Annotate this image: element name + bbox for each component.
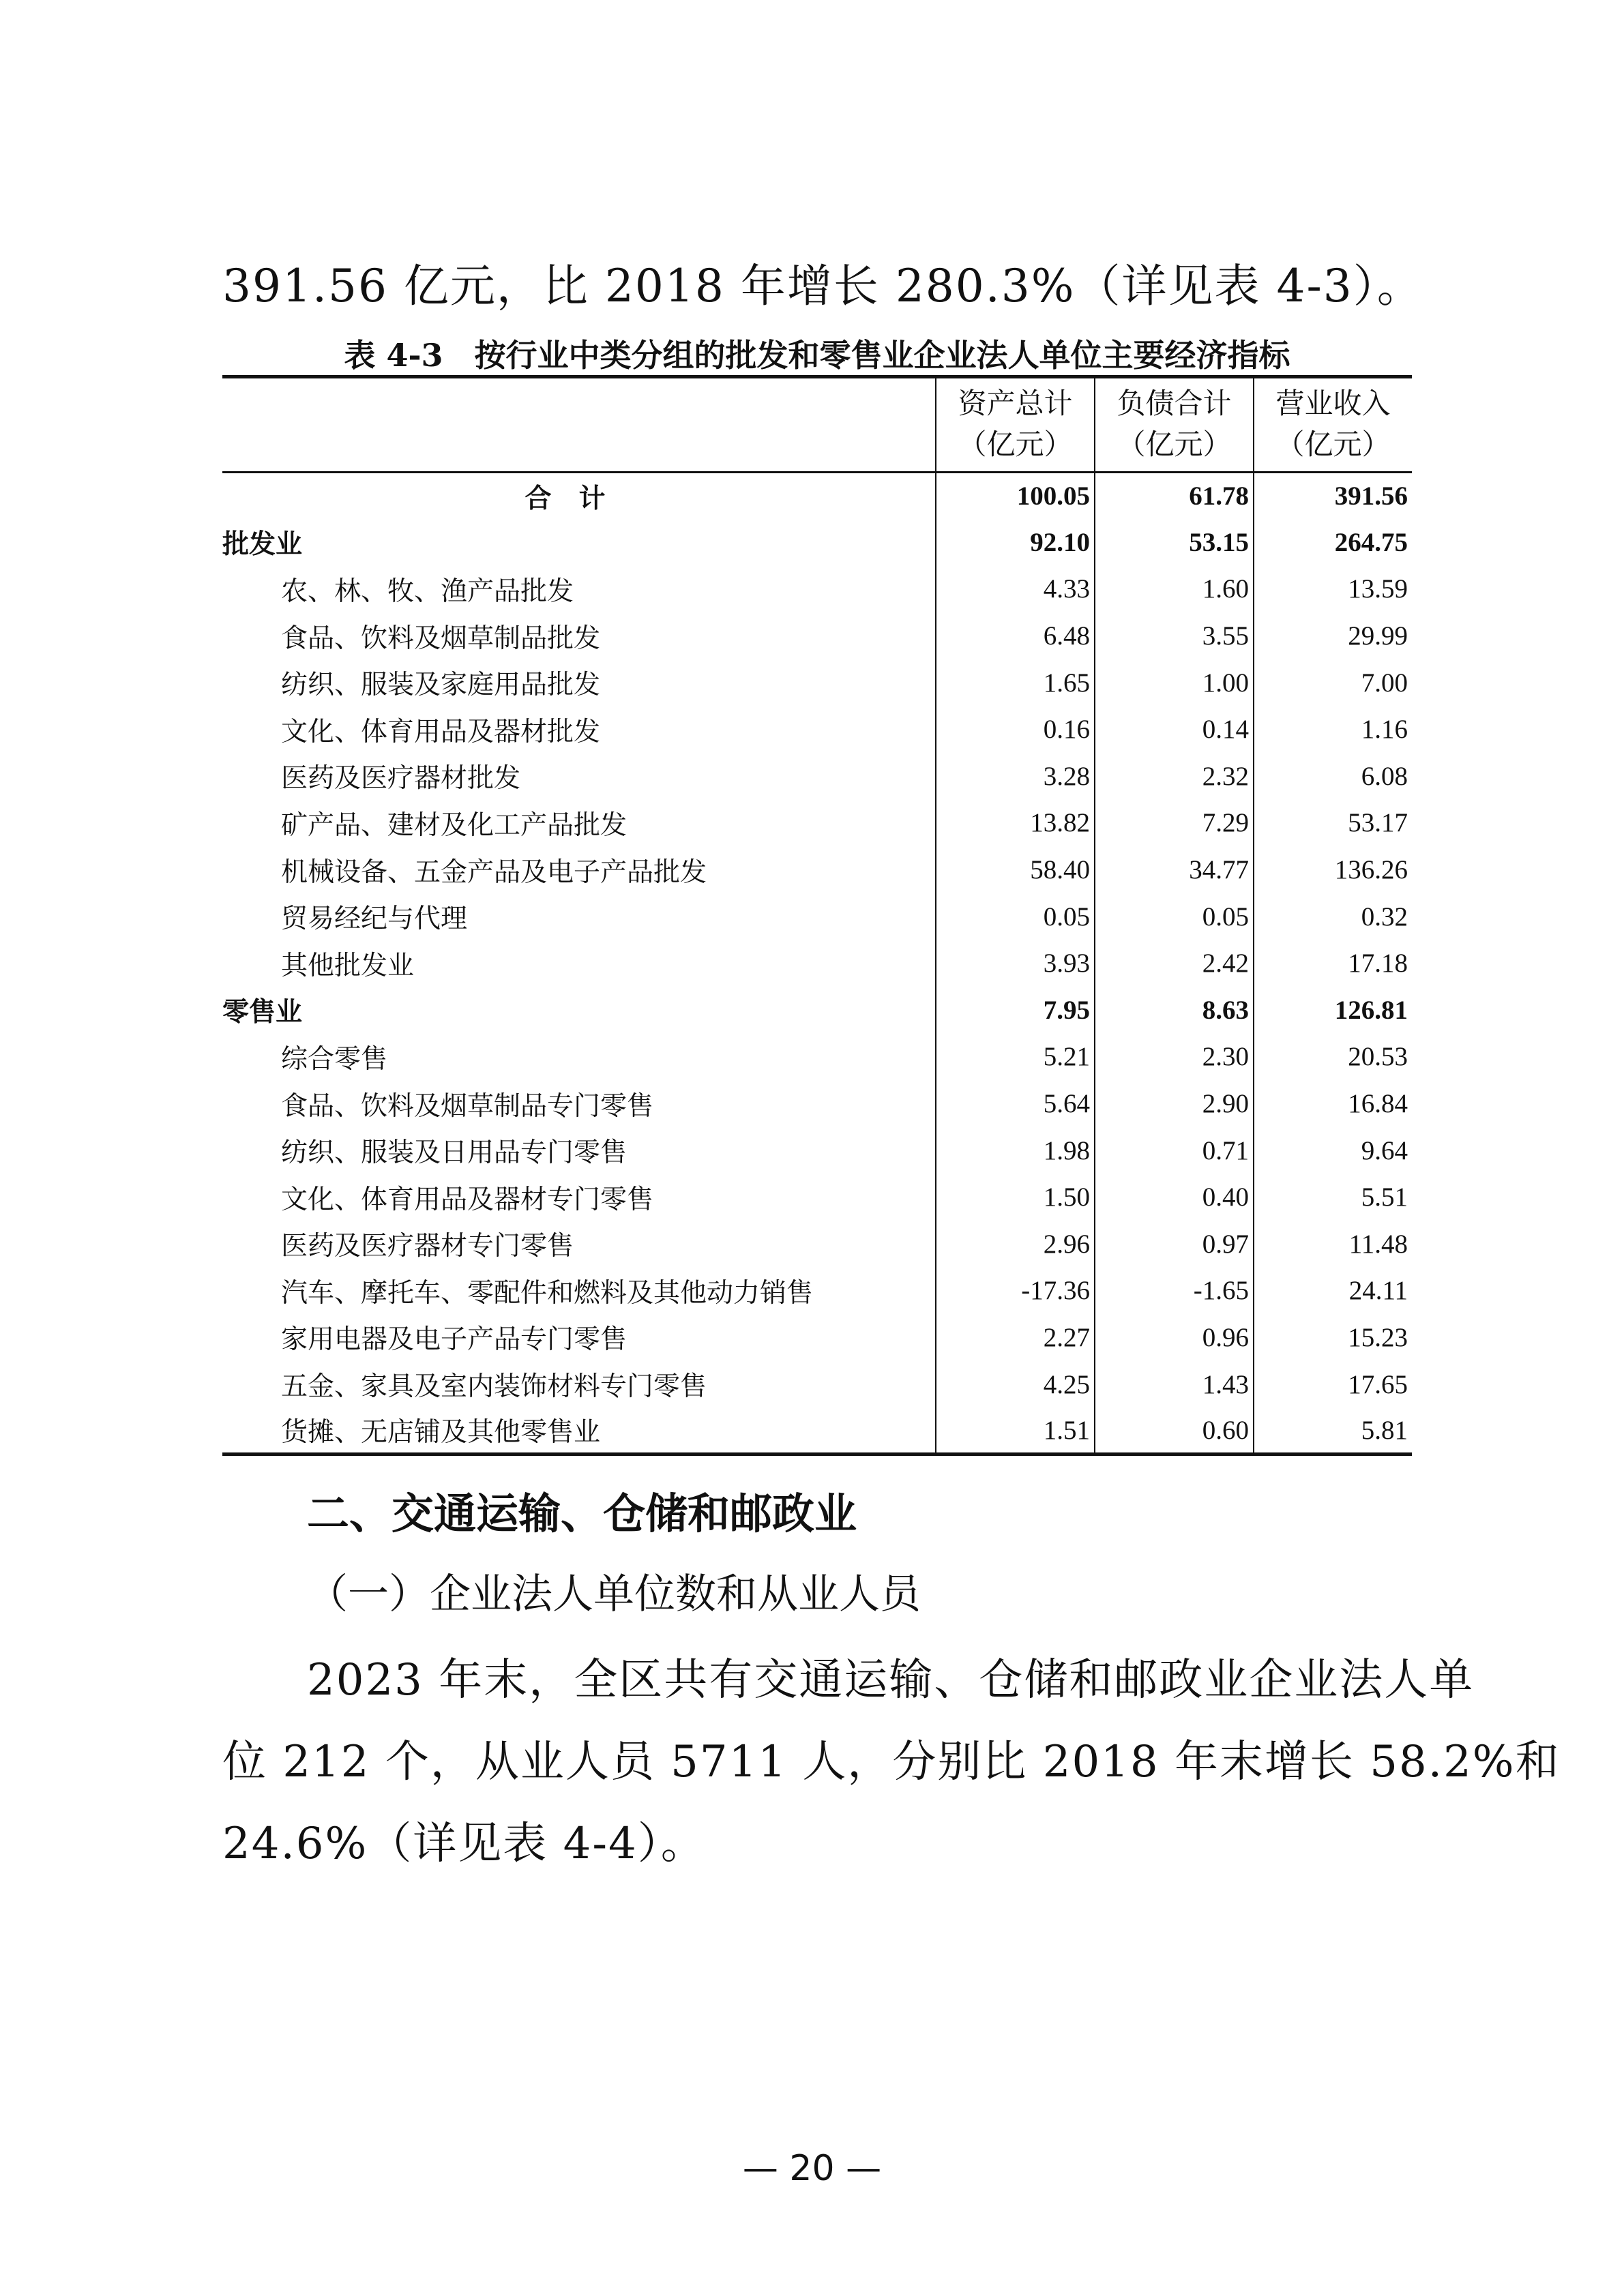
row-label: 医药及医疗器材专门零售 xyxy=(281,1232,574,1262)
cell-liabilities: 2.90 xyxy=(1095,1080,1254,1127)
table-total-row xyxy=(222,473,1412,520)
table-row xyxy=(222,940,1412,987)
row-label: 医药及医疗器材批发 xyxy=(281,764,521,794)
table-row xyxy=(222,800,1412,847)
row-label: 食品、饮料及烟草制品专门零售 xyxy=(281,1091,654,1121)
cell-assets: 2.96 xyxy=(936,1221,1095,1268)
cell-liabilities: 2.42 xyxy=(1095,940,1254,987)
row-label: 其他批发业 xyxy=(281,951,415,981)
row-label: 贸易经纪与代理 xyxy=(281,904,468,934)
sub-heading: （一）企业法人单位数和从业人员 xyxy=(307,1570,921,1618)
header-liabilities-unit: （亿元） xyxy=(1117,430,1232,461)
cell-assets: 100.05 xyxy=(936,473,1095,520)
cell-assets: 5.21 xyxy=(936,1034,1095,1081)
cell-assets: 92.10 xyxy=(936,519,1095,566)
row-label: 零售业 xyxy=(222,998,303,1028)
cell-liabilities: 2.32 xyxy=(1095,753,1254,800)
cell-revenue: 17.18 xyxy=(1254,940,1412,987)
header-industry xyxy=(222,377,936,473)
section-heading: 二、交通运输、仓储和邮政业 xyxy=(307,1489,857,1538)
table-row xyxy=(222,893,1412,940)
header-assets-name: 资产总计 xyxy=(958,389,1073,420)
cell-liabilities: 1.60 xyxy=(1095,566,1254,613)
row-label: 文化、体育用品及器材批发 xyxy=(281,717,601,747)
row-label: 合计 xyxy=(525,483,633,513)
cell-assets: 4.33 xyxy=(936,566,1095,613)
table-group-row xyxy=(222,519,1412,566)
table-row xyxy=(222,1407,1412,1455)
cell-liabilities: 1.43 xyxy=(1095,1361,1254,1408)
table-row xyxy=(222,659,1412,706)
cell-liabilities: 8.63 xyxy=(1095,987,1254,1034)
cell-liabilities: 0.71 xyxy=(1095,1127,1254,1174)
cell-assets: -17.36 xyxy=(936,1268,1095,1315)
cell-liabilities: 3.55 xyxy=(1095,612,1254,659)
row-label: 综合零售 xyxy=(281,1044,388,1074)
cell-assets: 5.64 xyxy=(936,1080,1095,1127)
header-revenue-unit: （亿元） xyxy=(1275,430,1391,461)
cell-assets: 1.65 xyxy=(936,659,1095,706)
cell-revenue: 24.11 xyxy=(1254,1268,1412,1315)
cell-assets: 58.40 xyxy=(936,846,1095,893)
lead-paragraph-tail: 391.56 亿元，比 2018 年增长 280.3%（详见表 4-3）。 xyxy=(222,260,1423,312)
cell-assets: 4.25 xyxy=(936,1361,1095,1408)
cell-assets: 1.98 xyxy=(936,1127,1095,1174)
table-row xyxy=(222,1361,1412,1408)
cell-revenue: 126.81 xyxy=(1254,987,1412,1034)
table-row xyxy=(222,846,1412,893)
cell-liabilities: 1.00 xyxy=(1095,659,1254,706)
cell-revenue: 5.81 xyxy=(1254,1407,1412,1455)
cell-assets: 0.16 xyxy=(936,706,1095,753)
row-label: 货摊、无店铺及其他零售业 xyxy=(281,1418,601,1448)
cell-revenue: 13.59 xyxy=(1254,566,1412,613)
header-revenue xyxy=(1254,377,1412,473)
cell-liabilities: 61.78 xyxy=(1095,473,1254,520)
cell-assets: 3.28 xyxy=(936,753,1095,800)
cell-revenue: 20.53 xyxy=(1254,1034,1412,1081)
cell-liabilities: 0.60 xyxy=(1095,1407,1254,1455)
cell-revenue: 7.00 xyxy=(1254,659,1412,706)
cell-liabilities: 0.97 xyxy=(1095,1221,1254,1268)
table-row xyxy=(222,706,1412,753)
cell-assets: 2.27 xyxy=(936,1314,1095,1361)
row-label: 家用电器及电子产品专门零售 xyxy=(281,1325,628,1355)
body-text-line: 位 212 个，从业人员 5711 人，分别比 2018 年末增长 58.2%和 xyxy=(222,1737,1561,1787)
cell-assets: 7.95 xyxy=(936,987,1095,1034)
table-row xyxy=(222,1268,1412,1315)
row-label: 批发业 xyxy=(222,530,303,560)
cell-assets: 1.51 xyxy=(936,1407,1095,1455)
cell-revenue: 29.99 xyxy=(1254,612,1412,659)
cell-assets: 0.05 xyxy=(936,893,1095,940)
cell-liabilities: 7.29 xyxy=(1095,800,1254,847)
table-row xyxy=(222,753,1412,800)
header-assets xyxy=(936,377,1095,473)
table-title: 表 4-3 按行业中类分组的批发和零售业企业法人单位主要经济指标 xyxy=(344,337,1290,374)
table-row xyxy=(222,1127,1412,1174)
table-row xyxy=(222,612,1412,659)
table-row xyxy=(222,1174,1412,1221)
cell-assets: 6.48 xyxy=(936,612,1095,659)
cell-revenue: 53.17 xyxy=(1254,800,1412,847)
cell-revenue: 17.65 xyxy=(1254,1361,1412,1408)
table-row xyxy=(222,1080,1412,1127)
table-row xyxy=(222,1221,1412,1268)
cell-liabilities: 2.30 xyxy=(1095,1034,1254,1081)
cell-liabilities: 0.14 xyxy=(1095,706,1254,753)
statistics-table xyxy=(222,375,1412,1456)
table-row xyxy=(222,1034,1412,1081)
cell-liabilities: 53.15 xyxy=(1095,519,1254,566)
cell-revenue: 391.56 xyxy=(1254,473,1412,520)
header-assets-unit: （亿元） xyxy=(958,430,1073,461)
cell-revenue: 9.64 xyxy=(1254,1127,1412,1174)
cell-liabilities: 34.77 xyxy=(1095,846,1254,893)
cell-assets: 1.50 xyxy=(936,1174,1095,1221)
cell-revenue: 16.84 xyxy=(1254,1080,1412,1127)
table-row xyxy=(222,566,1412,613)
cell-liabilities: -1.65 xyxy=(1095,1268,1254,1315)
row-label: 汽车、摩托车、零配件和燃料及其他动力销售 xyxy=(281,1278,814,1308)
row-label: 矿产品、建材及化工产品批发 xyxy=(281,810,628,840)
cell-revenue: 6.08 xyxy=(1254,753,1412,800)
row-label: 纺织、服装及日用品专门零售 xyxy=(281,1138,628,1168)
body-text-line: 24.6%（详见表 4-4）。 xyxy=(222,1819,706,1869)
table-row xyxy=(222,1314,1412,1361)
row-label: 农、林、牧、渔产品批发 xyxy=(281,576,574,606)
cell-revenue: 0.32 xyxy=(1254,893,1412,940)
body-text-line: 2023 年末，全区共有交通运输、仓储和邮政业企业法人单 xyxy=(307,1655,1475,1705)
table-header-row xyxy=(222,377,1412,473)
cell-liabilities: 0.96 xyxy=(1095,1314,1254,1361)
header-liabilities xyxy=(1095,377,1254,473)
cell-liabilities: 0.40 xyxy=(1095,1174,1254,1221)
table-group-row xyxy=(222,987,1412,1034)
cell-revenue: 15.23 xyxy=(1254,1314,1412,1361)
row-label: 纺织、服装及家庭用品批发 xyxy=(281,670,601,700)
cell-revenue: 5.51 xyxy=(1254,1174,1412,1221)
cell-revenue: 1.16 xyxy=(1254,706,1412,753)
cell-liabilities: 0.05 xyxy=(1095,893,1254,940)
row-label: 五金、家具及室内装饰材料专门零售 xyxy=(281,1372,707,1402)
row-label: 机械设备、五金产品及电子产品批发 xyxy=(281,857,707,887)
cell-revenue: 136.26 xyxy=(1254,846,1412,893)
cell-assets: 13.82 xyxy=(936,800,1095,847)
cell-revenue: 264.75 xyxy=(1254,519,1412,566)
header-liabilities-name: 负债合计 xyxy=(1117,389,1232,420)
page-number: — 20 — xyxy=(742,2148,882,2189)
header-revenue-name: 营业收入 xyxy=(1275,389,1391,420)
row-label: 食品、饮料及烟草制品批发 xyxy=(281,623,601,653)
cell-assets: 3.93 xyxy=(936,940,1095,987)
cell-revenue: 11.48 xyxy=(1254,1221,1412,1268)
row-label: 文化、体育用品及器材专门零售 xyxy=(281,1184,654,1214)
